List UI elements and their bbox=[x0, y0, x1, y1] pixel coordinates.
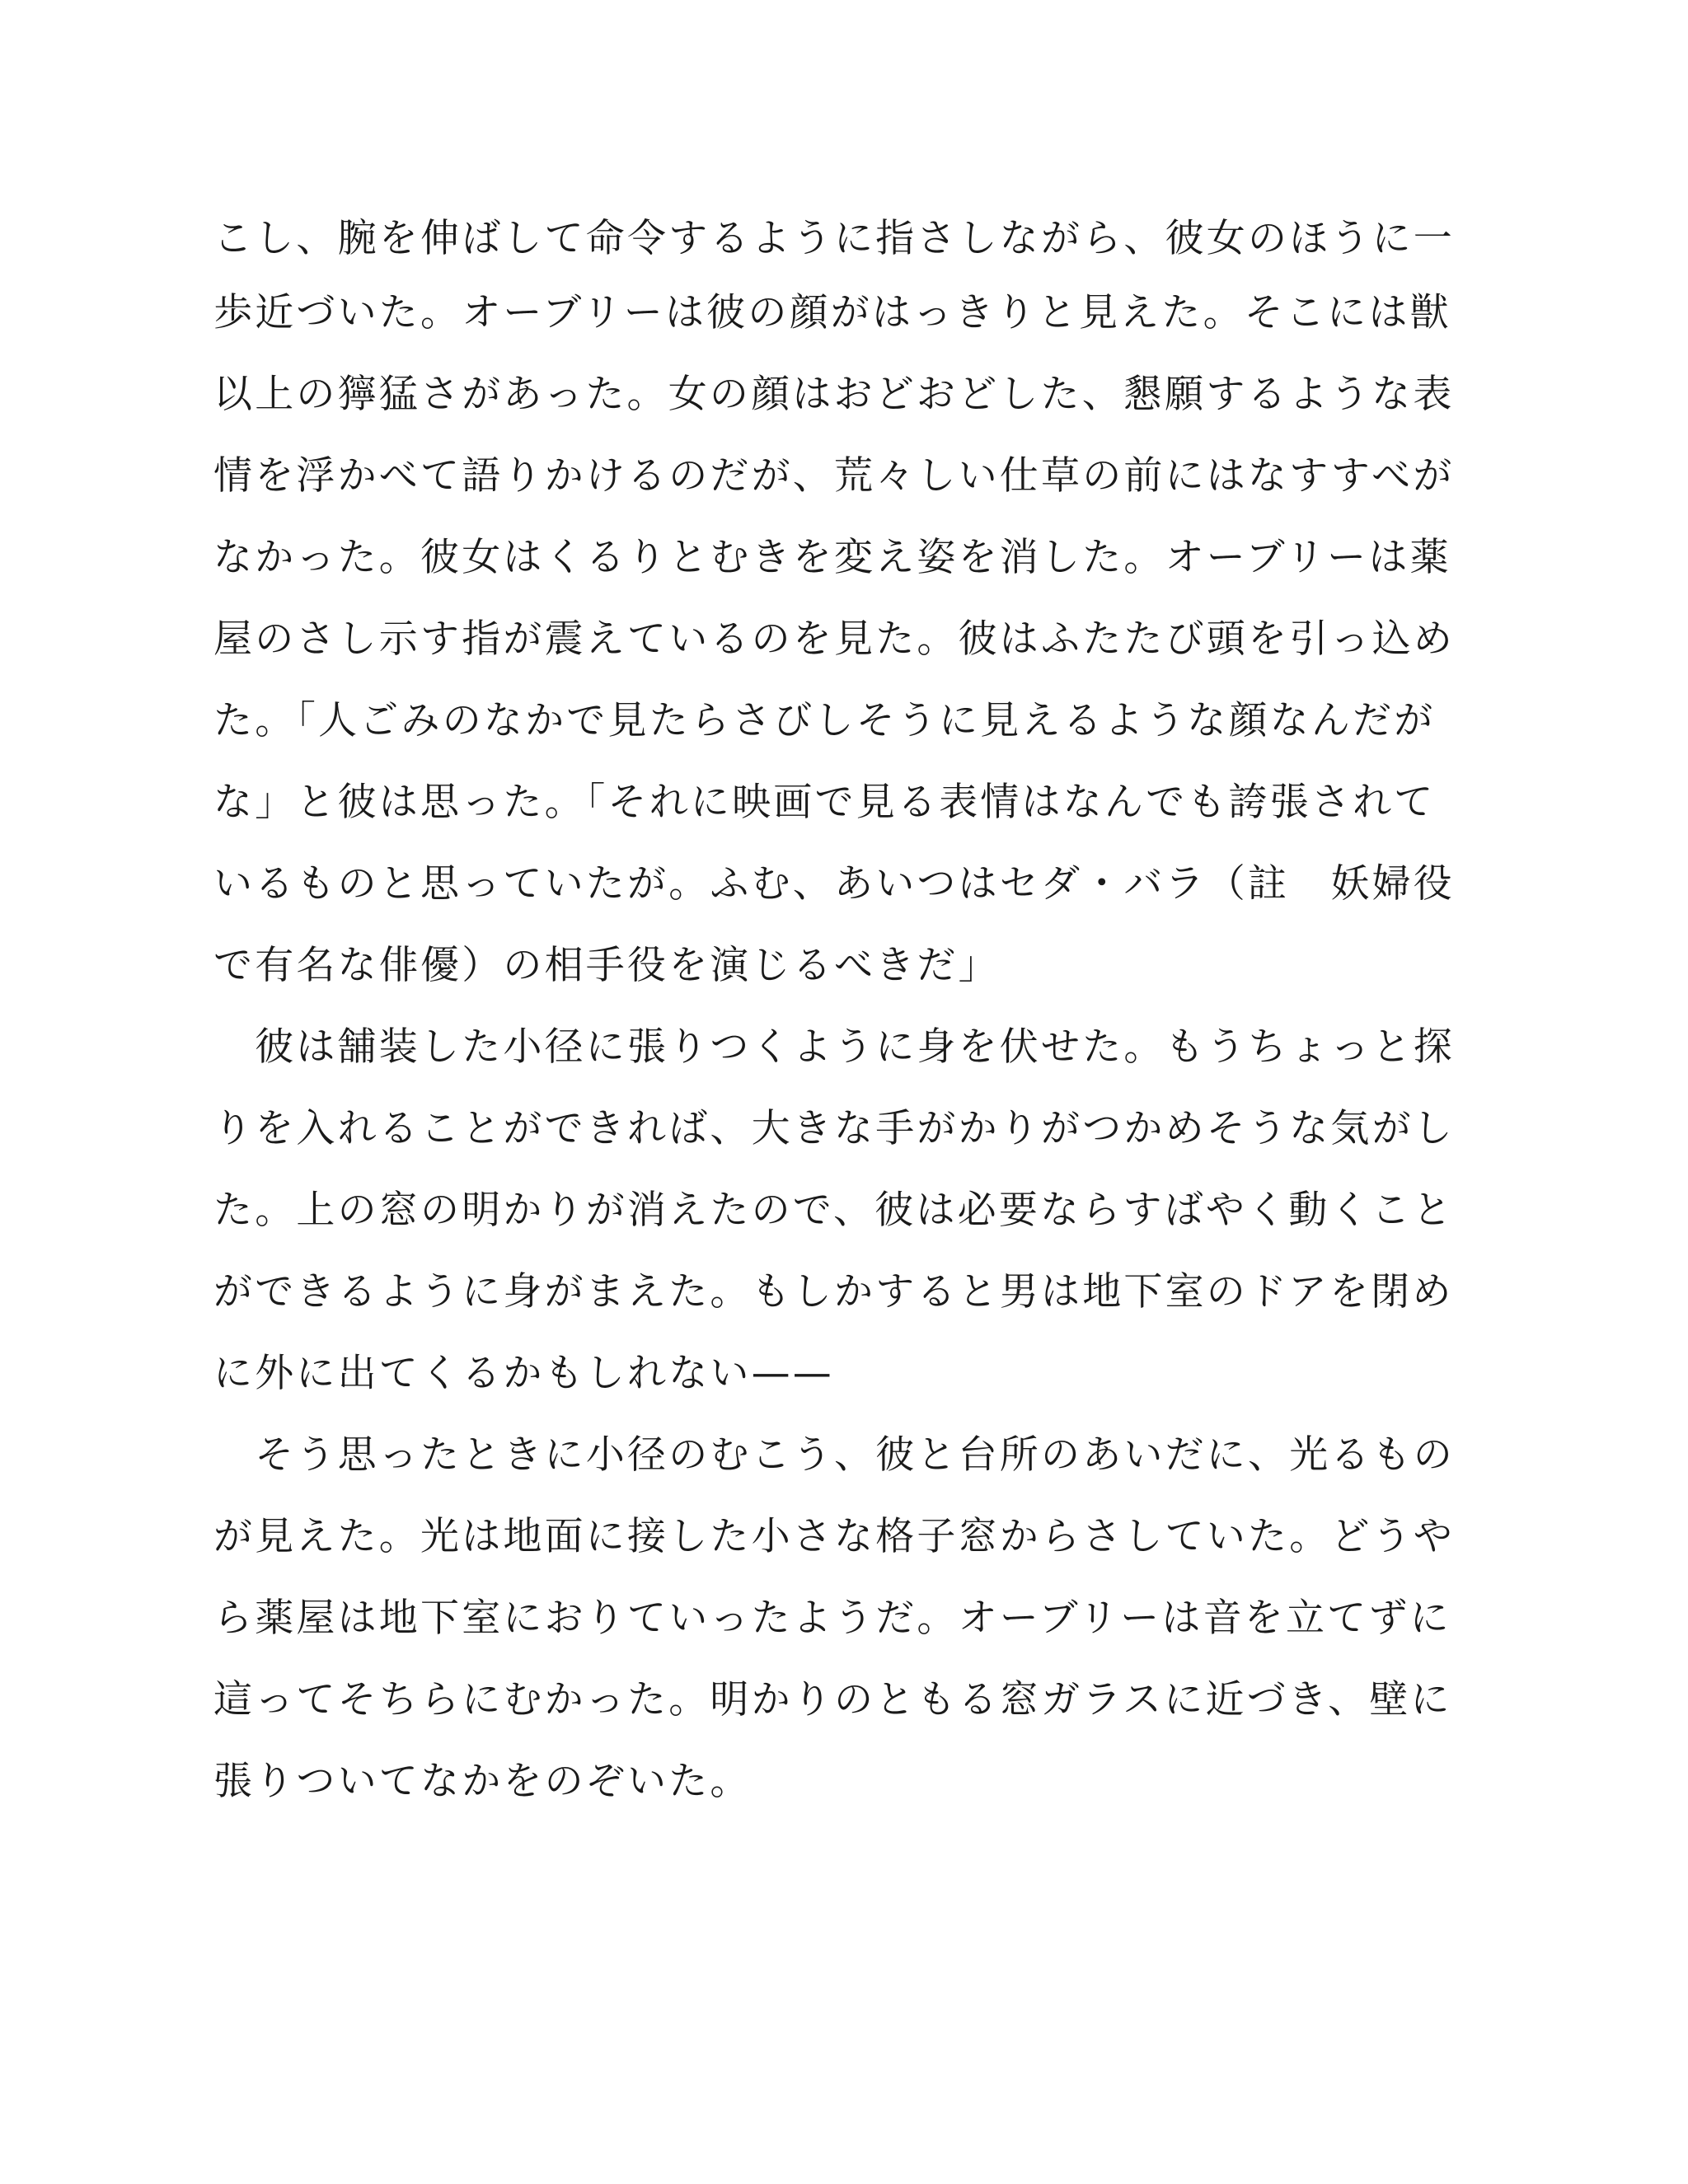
text-line: た。上の窓の明かりが消えたので、彼は必要ならすばやく動くこと bbox=[213, 1188, 1455, 1233]
text-line: な」と彼は思った。「それに映画で見る表情はなんでも誇張されて bbox=[213, 780, 1436, 825]
text-line: なかった。彼女はくるりとむきを変え姿を消した。オーブリーは薬 bbox=[213, 535, 1451, 580]
text-line: 屋のさし示す指が震えているのを見た。彼はふたたび頭を引っ込め bbox=[213, 616, 1455, 662]
text-line: 以上の獰猛さがあった。女の顔はおどおどした、懇願するような表 bbox=[213, 372, 1455, 417]
text-line: 這ってそちらにむかった。明かりのともる窓ガラスに近づき、壁に bbox=[213, 1677, 1452, 1722]
text-line: 歩近づいた。オーブリーは彼の顔がはっきりと見えた。そこには獣 bbox=[213, 290, 1451, 335]
text-line: ら薬屋は地下室におりていったようだ。オーブリーは音を立てずに bbox=[213, 1596, 1451, 1641]
text-line: そう思ったときに小径のむこう、彼と台所のあいだに、光るもの bbox=[213, 1432, 1455, 1478]
text-line: いるものと思っていたが。ふむ、あいつはセダ・バラ（註 妖婦役 bbox=[213, 861, 1455, 907]
text-line: りを入れることができれば、大きな手がかりがつかめそうな気がし bbox=[213, 1106, 1455, 1151]
text-line: 彼は舗装した小径に張りつくように身を伏せた。もうちょっと探 bbox=[213, 1024, 1455, 1070]
text-line: ができるように身がまえた。もしかすると男は地下室のドアを閉め bbox=[213, 1269, 1454, 1315]
body-text bbox=[213, 206, 1455, 1822]
text-line: で有名な俳優）の相手役を演じるべきだ」 bbox=[213, 943, 1000, 988]
text-line: が見えた。光は地面に接した小さな格子窓からさしていた。どうや bbox=[213, 1514, 1455, 1559]
text-line: 張りついてなかをのぞいた。 bbox=[213, 1759, 752, 1804]
text-line: こし、腕を伸ばして命令するように指さしながら、彼女のほうに一 bbox=[213, 216, 1455, 261]
text-line: 情を浮かべて語りかけるのだが、荒々しい仕草の前にはなすすべが bbox=[213, 453, 1455, 499]
text-line: た。「人ごみのなかで見たらさびしそうに見えるような顔なんだが bbox=[213, 698, 1436, 743]
text-line: に外に出てくるかもしれない—— bbox=[213, 1351, 834, 1396]
